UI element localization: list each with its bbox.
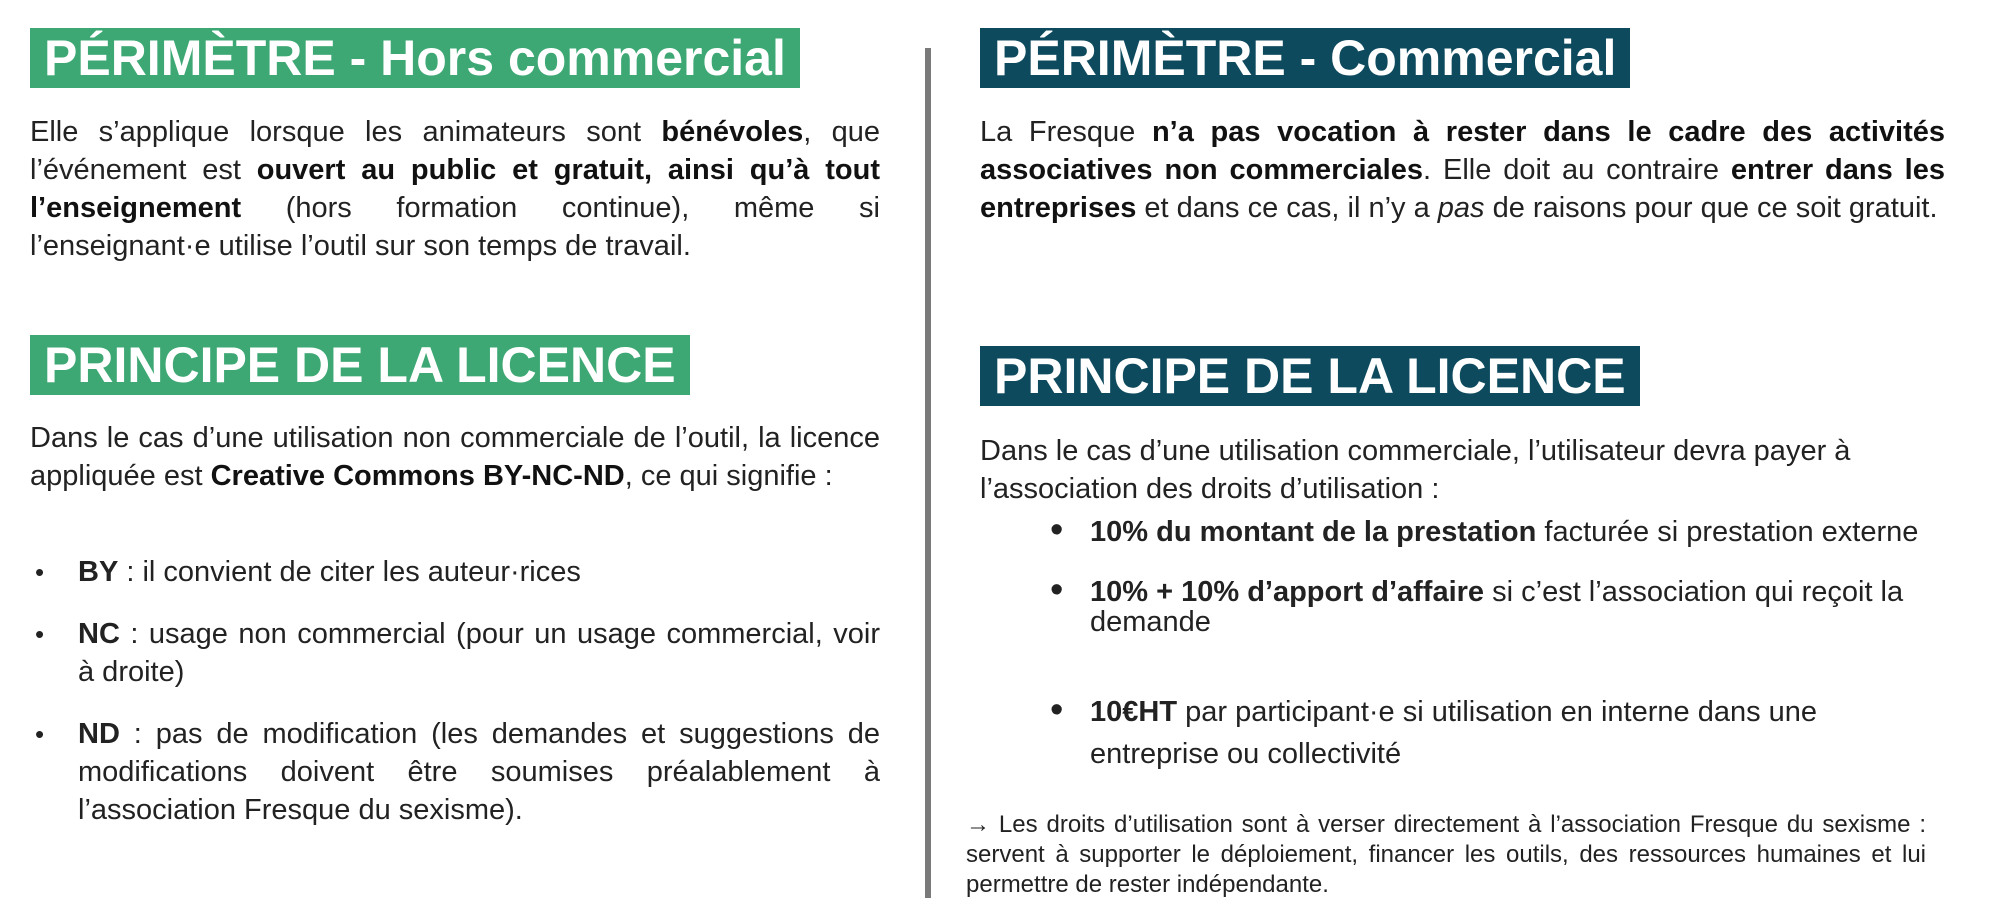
bullet-icon: • [35,719,45,749]
bullet-icon: • [1050,689,1064,731]
column-divider [925,48,931,898]
principe-licence-header-right: PRINCIPE DE LA LICENCE [980,346,1640,406]
perimetre-commercial-text: La Fresque n’a pas vocation à rester dans le cadre des activités associatives non commerciales. Elle doit au contraire entrer dans les entreprises et dans ce cas, il n’y a pas de raisons pour que ce soit gratuit. [980,116,1945,224]
licence-bullet-list [30,553,880,853]
perimetre-hors-commercial-header: PÉRIMÈTRE - Hors commercial [30,28,800,88]
licence-non-commerciale-text: Dans le cas d’une utilisation non commerciale de l’outil, la licence appliquée est Creative Commons BY-NC-ND, ce qui signifie : [30,422,880,492]
list-item: • 10% + 10% d’apport d’affaire si c’est l’association qui reçoit la demande [1050,569,1904,638]
list-item: • 10€HT par participant·e si utilisation en interne dans une entreprise ou collectivité [1050,689,1818,770]
list-item: • NC : usage non commercial (pour un usage commercial, voir à droite) [30,615,880,691]
licence-commerciale-text: Dans le cas d’une utilisation commerciale, l’utilisateur devra payer à l’association des droits d’utilisation : [980,435,1851,505]
perimetre-commercial-header: PÉRIMÈTRE - Commercial [980,28,1630,88]
list-item: • ND : pas de modification (les demandes et suggestions de modifications doivent être soumises préalablement à l’association Fresque du sexisme). [30,715,880,829]
list-item: • BY : il convient de citer les auteur·rices [30,553,880,591]
bullet-icon: • [35,557,45,587]
bullet-icon: • [35,619,45,649]
list-item: • 10% du montant de la prestation facturée si prestation externe [1050,509,1919,551]
fees-list [1050,509,1925,775]
droits-utilisation-note: → Les droits d’utilisation sont à verser directement à l’association Fresque du sexisme : servent à supporter le déploiement, financer les outils, des ressources humaines et lui permettre de rester indépendante. [966,811,1926,898]
bullet-icon: • [1050,509,1064,551]
principe-licence-header-left: PRINCIPE DE LA LICENCE [30,335,690,395]
perimetre-hors-commercial-text: Elle s’applique lorsque les animateurs sont bénévoles, que l’événement est ouvert au public et gratuit, ainsi qu’à tout l’enseignement (hors formation continue), même si l’enseignant·e utilise l’outil sur son temps de travail. [30,116,880,262]
bullet-icon: • [1050,569,1064,611]
